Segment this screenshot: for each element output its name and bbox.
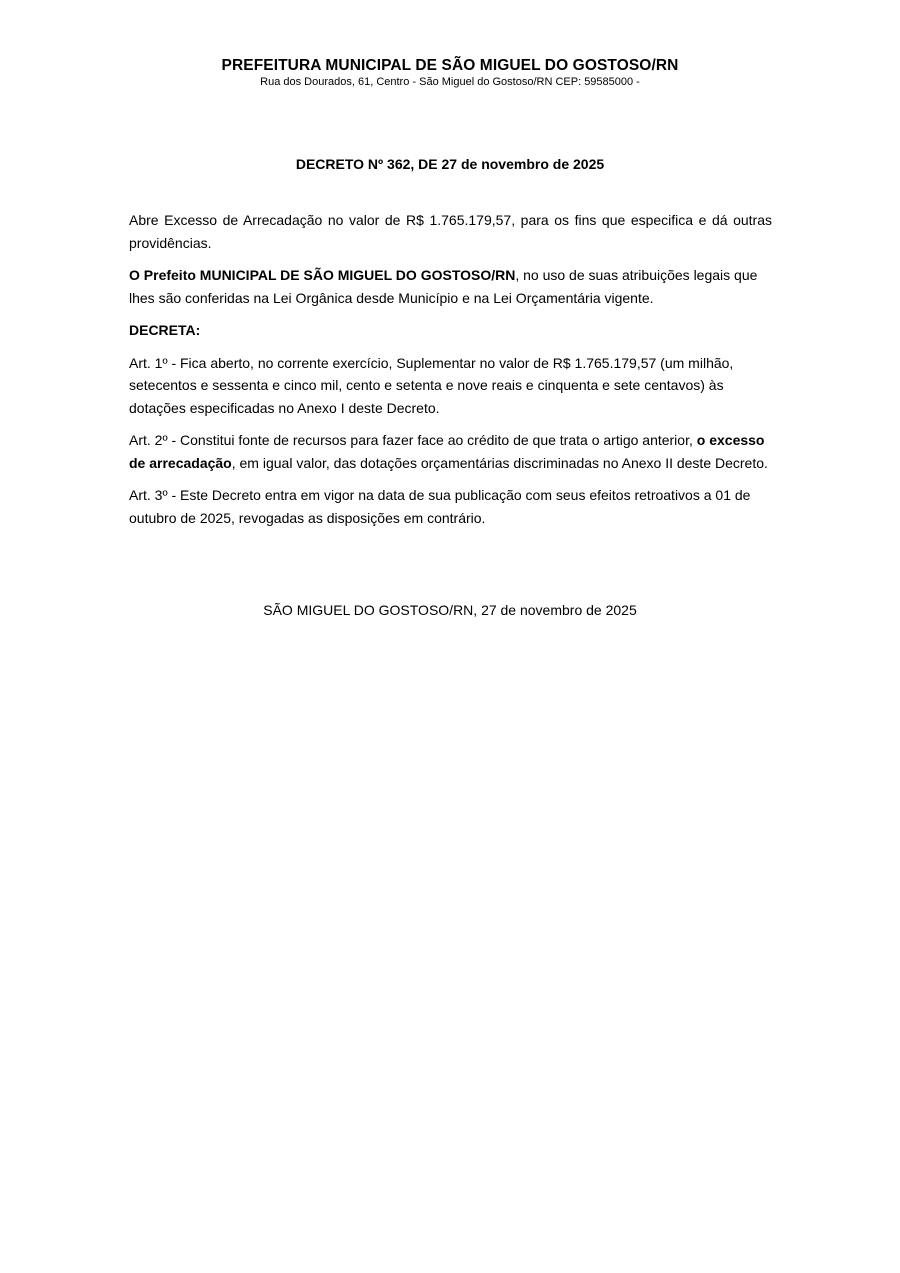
municipality-title: PREFEITURA MUNICIPAL DE SÃO MIGUEL DO GOSTOSO/RN [221,57,679,74]
place-date-line: SÃO MIGUEL DO GOSTOSO/RN, 27 de novembro de 2025 [263,602,637,618]
decree-body [129,209,772,539]
article-3: Art. 3º - Este Decreto entra em vigor na data de sua publicação com seus efeitos retroativos a 01 de outubro de 2025, revogadas as disposições em contrário. [129,487,751,526]
decree-summary: Abre Excesso de Arrecadação no valor de R$ 1.765.179,57, para os fins que especifica e dá outras providências. [129,212,772,251]
article-1: Art. 1º - Fica aberto, no corrente exercício, Suplementar no valor de R$ 1.765.179,57 (um milhão, setecentos e sessenta e cinco mil, cento e setenta e nove reais e cinquenta e sete centavos) às dotações especificadas no Anexo I deste Decreto. [129,354,734,416]
article-2 [129,429,772,474]
municipality-address: Rua dos Dourados, 61, Centro - São Miguel do Gostoso/RN CEP: 59585000 - [260,76,640,88]
decreta-heading: DECRETA: [129,322,201,338]
article-2-emphasis: o excesso de arrecadação [129,432,765,471]
decree-preamble [129,264,772,309]
preamble-text: , no uso de suas atribuições legais que lhes são conferidas na Lei Orgânica desde Município e na Lei Orçamentária vigente. [129,267,758,306]
article-2-text-end: , em igual valor, das dotações orçamentárias discriminadas no Anexo II deste Decreto. [231,454,768,471]
letterhead [0,56,900,89]
preamble-authority: O Prefeito MUNICIPAL DE SÃO MIGUEL DO GOSTOSO/RN [129,267,516,283]
article-2-text-start: Art. 2º - Constitui fonte de recursos para fazer face ao crédito de que trata o artigo anterior, [129,432,697,448]
decree-title: DECRETO Nº 362, DE 27 de novembro de 2025 [295,156,605,172]
